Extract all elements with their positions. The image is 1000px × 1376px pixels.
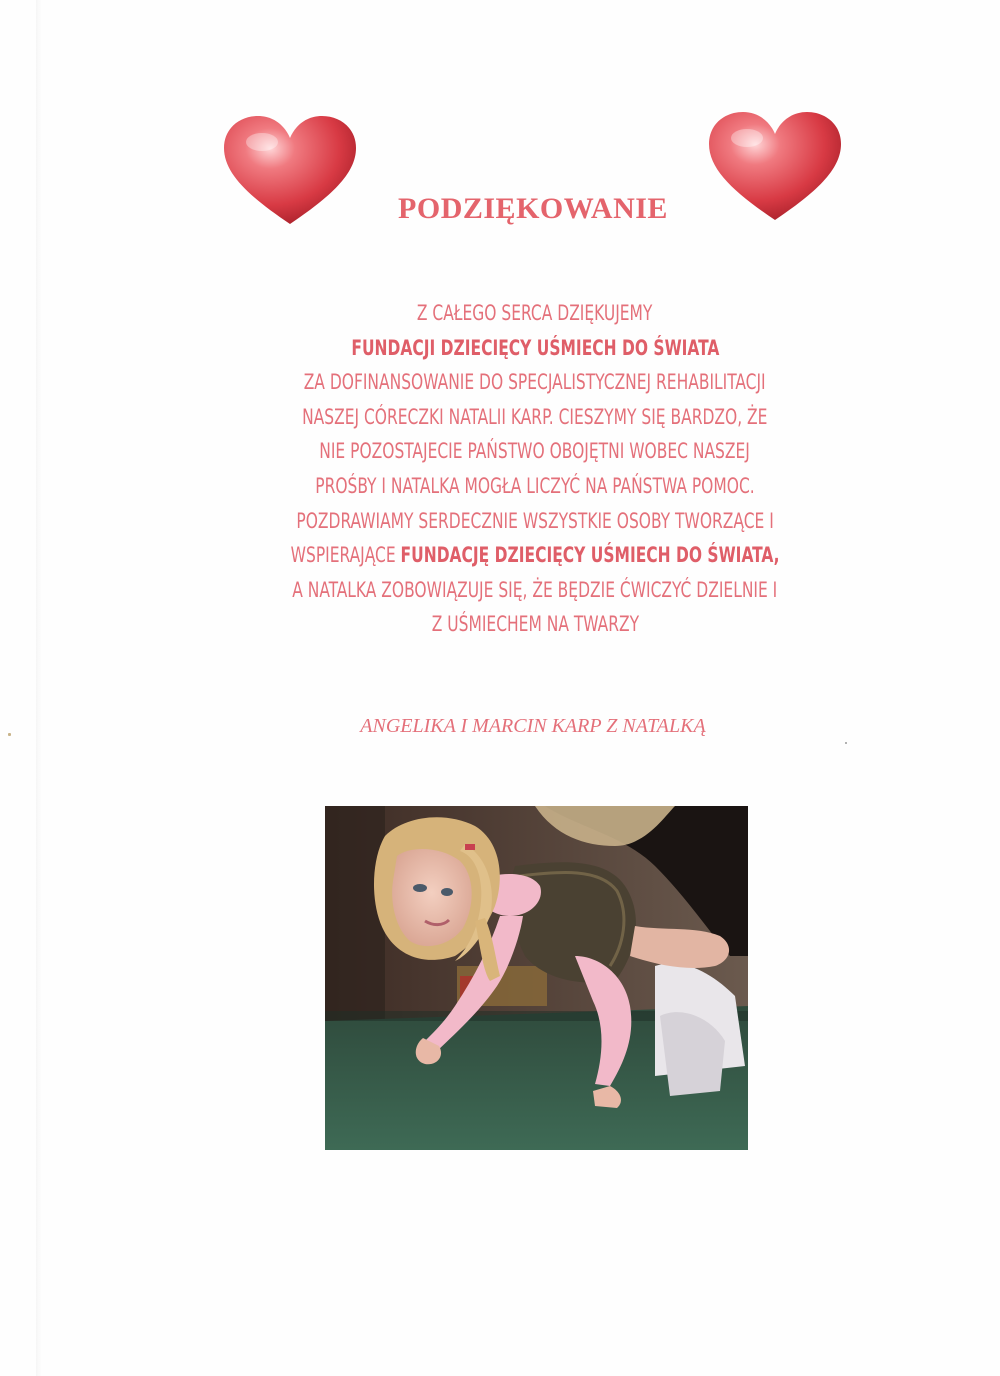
body-line: WSPIERAJĄCE FUNDACJĘ DZIECIĘCY UŚMIECH DO ŚWIATA, — [290, 543, 780, 568]
body-line: POZDRAWIAMY SERDECZNIE WSZYSTKIE OSOBY TWORZĄCE I — [296, 508, 774, 533]
foundation-name: FUNDACJĘ DZIECIĘCY UŚMIECH DO ŚWIATA, — [400, 543, 780, 568]
letter-body — [100, 296, 970, 642]
body-line: ZA DOFINANSOWANIE DO SPECJALISTYCZNEJ REHABILITACJI — [304, 370, 766, 395]
body-line — [100, 331, 970, 366]
body-line: Z CAŁEGO SERCA DZIĘKUJEMY — [417, 301, 653, 325]
page-title: PODZIĘKOWANIE — [398, 192, 668, 225]
signature: ANGELIKA I MARCIN KARP Z NATALKĄ — [360, 715, 706, 737]
scan-speck — [8, 733, 11, 736]
foundation-name: FUNDACJI DZIECIĘCY UŚMIECH DO ŚWIATA — [351, 335, 719, 360]
body-line: NASZEJ CÓRECZKI NATALII KARP. CIESZYMY SIĘ BARDZO, ŻE — [302, 404, 768, 429]
scan-speck — [845, 742, 847, 744]
body-line: PROŚBY I NATALKA MOGŁA LICZYĆ NA PAŃSTWA POMOC. — [315, 473, 755, 498]
body-line: Z UŚMIECHEM NA TWARZY — [431, 612, 639, 637]
photo-girl-rehabilitation — [325, 806, 748, 1150]
body-line: NIE POZOSTAJECIE PAŃSTWO OBOJĘTNI WOBEC NASZEJ — [319, 439, 751, 464]
body-line: A NATALKA ZOBOWIĄZUJE SIĘ, ŻE BĘDZIE ĆWICZYĆ DZIELNIE I — [292, 577, 778, 602]
